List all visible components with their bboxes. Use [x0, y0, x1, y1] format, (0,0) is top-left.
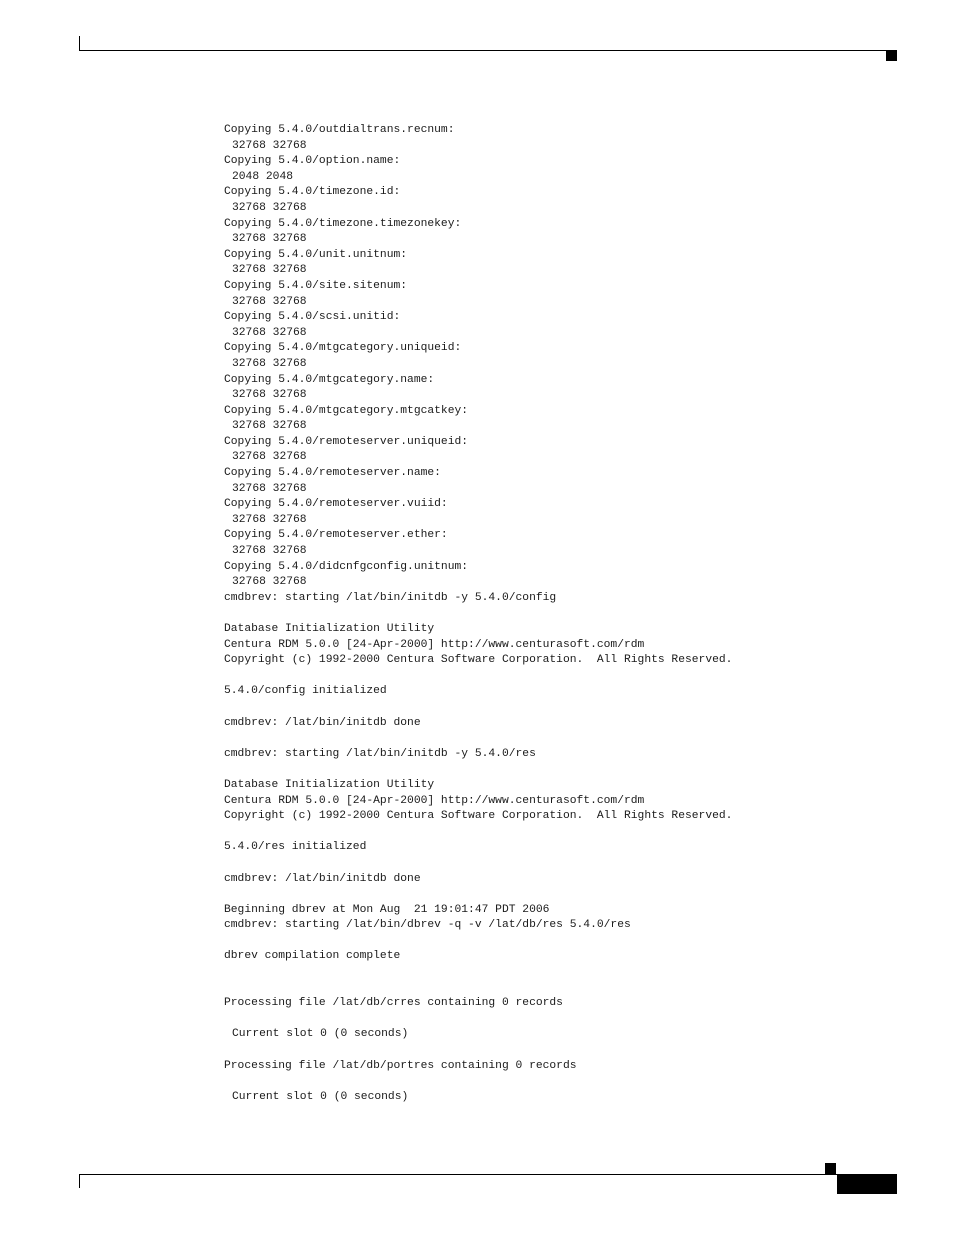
terminal-line: 5.4.0/config initialized: [224, 685, 387, 698]
footer-rule: [79, 1174, 897, 1175]
terminal-line: Current slot 0 (0 seconds): [232, 1090, 409, 1103]
header-corner-mark: [886, 51, 897, 61]
header-rule: [79, 50, 897, 51]
terminal-line: [224, 1043, 864, 1059]
terminal-line: cmdbrev: starting /lat/bin/dbrev -q -v /lat/db/res 5.4.0/res: [224, 919, 631, 932]
terminal-line: 5.4.0/res initialized: [224, 841, 367, 854]
footer-corner-tick: [79, 1174, 80, 1188]
terminal-line: Copyright (c) 1992-2000 Centura Software Corporation. All Rights Reserved.: [224, 654, 733, 667]
terminal-line: Copying 5.4.0/remoteserver.ether:: [224, 529, 448, 542]
footer-page-tab: [837, 1175, 897, 1194]
terminal-line: 32768 32768: [232, 576, 307, 589]
terminal-line: Copying 5.4.0/scsi.unitid:: [224, 311, 401, 324]
terminal-line: Copying 5.4.0/outdialtrans.recnum:: [224, 124, 455, 136]
terminal-line: dbrev compilation complete: [224, 950, 401, 963]
terminal-line: 32768 32768: [232, 357, 307, 370]
terminal-line: Copying 5.4.0/timezone.id:: [224, 186, 401, 199]
terminal-line: 32768 32768: [232, 326, 307, 339]
terminal-line: cmdbrev: /lat/bin/initdb done: [224, 716, 421, 729]
terminal-line: 2048 2048: [232, 170, 294, 183]
terminal-line: Processing file /lat/db/crres containing 0 records: [224, 997, 563, 1010]
terminal-line: cmdbrev: starting /lat/bin/initdb -y 5.4.0/config: [224, 591, 557, 604]
terminal-line: [224, 700, 864, 716]
terminal-line: cmdbrev: /lat/bin/initdb done: [224, 872, 421, 885]
terminal-line: Copying 5.4.0/remoteserver.name:: [224, 467, 441, 480]
terminal-line: 32768 32768: [232, 295, 307, 308]
terminal-line: 32768 32768: [232, 389, 307, 402]
terminal-line: [224, 981, 864, 997]
terminal-line: [224, 606, 864, 622]
terminal-line: 32768 32768: [232, 264, 307, 277]
terminal-line: 32768 32768: [232, 482, 307, 495]
terminal-line: 32768 32768: [232, 139, 307, 152]
terminal-line: [224, 965, 864, 981]
terminal-line: Copying 5.4.0/mtgcategory.uniqueid:: [224, 342, 462, 355]
terminal-line: Copying 5.4.0/option.name:: [224, 155, 401, 168]
terminal-line: [224, 856, 864, 872]
terminal-line: 32768 32768: [232, 451, 307, 464]
terminal-line: Copyright (c) 1992-2000 Centura Software Corporation. All Rights Reserved.: [224, 810, 733, 823]
terminal-line: Copying 5.4.0/didcnfgconfig.unitnum:: [224, 560, 469, 573]
terminal-line: 32768 32768: [232, 201, 307, 214]
terminal-line: [224, 887, 864, 903]
terminal-line: Copying 5.4.0/unit.unitnum:: [224, 248, 408, 261]
terminal-line: 32768 32768: [232, 513, 307, 526]
terminal-line: Copying 5.4.0/site.sitenum:: [224, 279, 408, 292]
terminal-line: Centura RDM 5.0.0 [24-Apr-2000] http://www.centurasoft.com/rdm: [224, 638, 645, 651]
terminal-line: 32768 32768: [232, 545, 307, 558]
terminal-line: [224, 669, 864, 685]
terminal-line: 32768 32768: [232, 233, 307, 246]
terminal-line: Centura RDM 5.0.0 [24-Apr-2000] http://www.centurasoft.com/rdm: [224, 794, 645, 807]
terminal-line: [224, 762, 864, 778]
terminal-line: Copying 5.4.0/mtgcategory.name:: [224, 373, 435, 386]
header-corner-tick: [79, 36, 80, 51]
terminal-line: Processing file /lat/db/portres containing 0 records: [224, 1059, 577, 1072]
terminal-output: [224, 123, 864, 1105]
terminal-line: Database Initialization Utility: [224, 623, 435, 635]
terminal-line: [224, 825, 864, 841]
terminal-line: Copying 5.4.0/remoteserver.vuiid:: [224, 498, 448, 511]
terminal-line: Copying 5.4.0/timezone.timezonekey:: [224, 217, 462, 230]
terminal-line: Copying 5.4.0/remoteserver.uniqueid:: [224, 435, 469, 448]
terminal-line: Database Initialization Utility: [224, 778, 435, 791]
terminal-line: cmdbrev: starting /lat/bin/initdb -y 5.4.0/res: [224, 747, 536, 760]
terminal-line: [224, 934, 864, 950]
footer-corner-mark: [825, 1163, 836, 1174]
terminal-line: [224, 1074, 864, 1090]
terminal-line: Current slot 0 (0 seconds): [232, 1028, 409, 1041]
terminal-line: [224, 731, 864, 747]
terminal-line: 32768 32768: [232, 420, 307, 433]
terminal-line: Beginning dbrev at Mon Aug 21 19:01:47 PDT 2006: [224, 903, 550, 916]
terminal-line: [224, 1012, 864, 1028]
terminal-line: Copying 5.4.0/mtgcategory.mtgcatkey:: [224, 404, 469, 417]
